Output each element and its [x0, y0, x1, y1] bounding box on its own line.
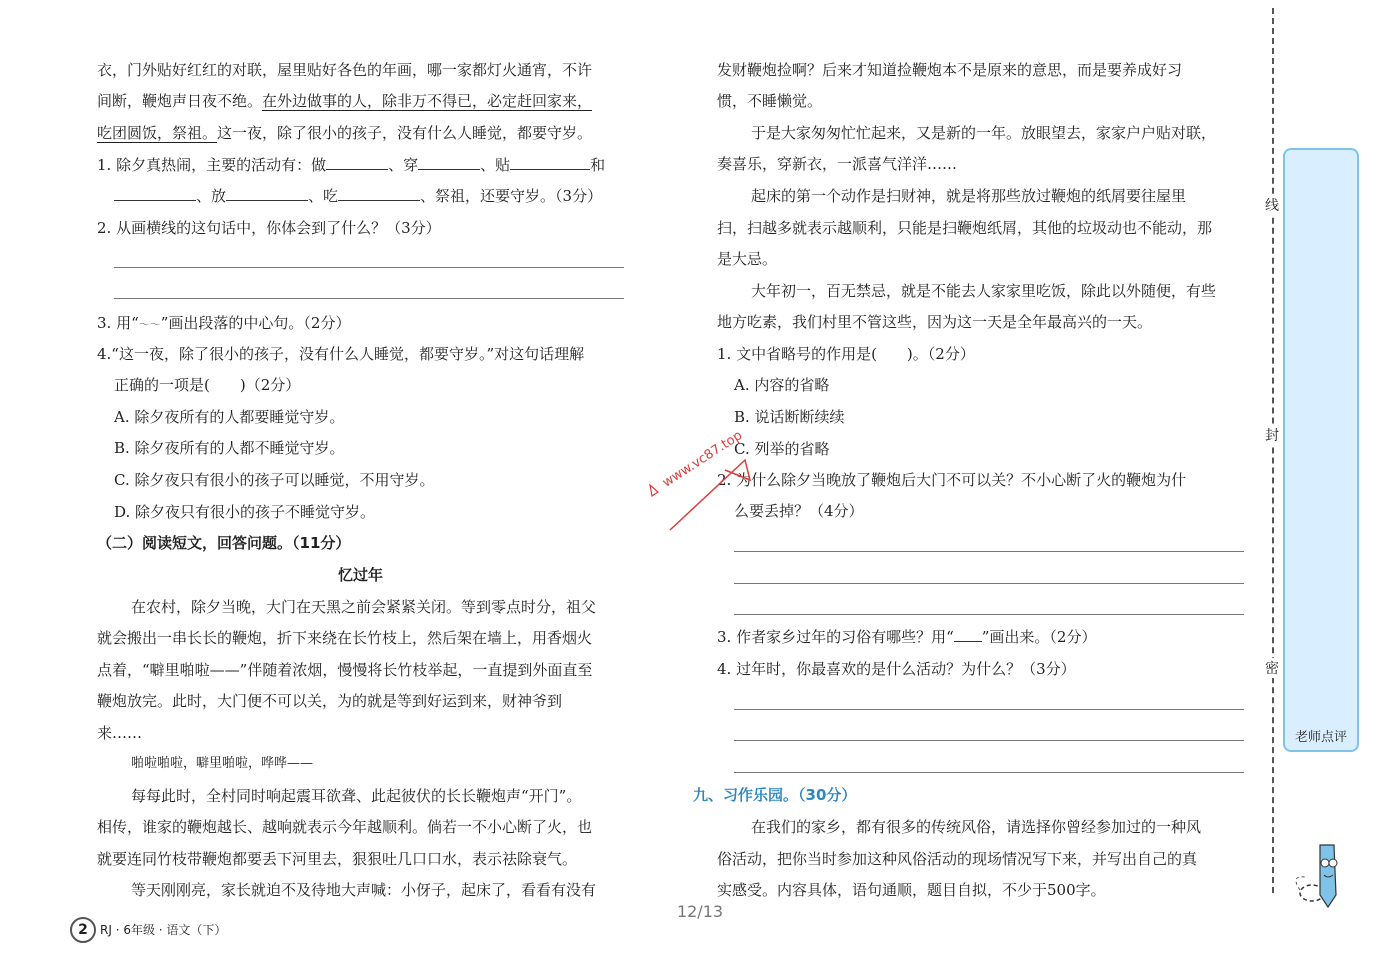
underlined-sentence: 在外边做事的人，除非万不得已，必定赶回家来，	[262, 92, 593, 110]
r-question-2-cont: 么要丢掉？（4分）	[734, 502, 864, 520]
answer-line[interactable]	[734, 740, 1244, 741]
story-line: 扫，扫越多就表示越顺利，只能是扫鞭炮纸屑，其他的垃圾动也不能动，那	[717, 219, 1213, 237]
story-line: 啪啦啪啦，噼里啪啦，哗哗——	[131, 756, 314, 771]
q1-text: 、贴	[480, 156, 511, 174]
option-c[interactable]: C. 列举的省略	[734, 440, 830, 458]
book-label: RJ · 6年级 · 语文（下）	[100, 923, 227, 937]
story-line: 是大忌。	[717, 250, 778, 268]
passage-line: 衣，门外贴好红红的对联，屋里贴好各色的年画，哪一家都灯火通宵，不许	[97, 61, 593, 79]
story-line: 每每此时，全村同时响起震耳欲聋、此起彼伏的长长鞭炮声“开门”。	[131, 787, 582, 805]
q1-text: 、吃	[308, 187, 339, 205]
question-1	[97, 155, 605, 175]
option-c[interactable]: C. 除夕夜只有很小的孩子可以睡觉，不用守岁。	[114, 471, 435, 489]
section-9-heading: 九、习作乐园。（30分）	[693, 786, 857, 804]
teacher-comment-panel[interactable]	[1283, 148, 1359, 752]
q1-text: 、放	[196, 187, 227, 205]
story-line: 大年初一，百无禁忌，就是不能去人家家里吃饭，除此以外随便，有些	[751, 282, 1217, 300]
underlined-sentence-end: 吃团圆饭，祭祖。	[97, 124, 218, 142]
r-question-3	[717, 627, 1096, 647]
pen-mascot-icon	[1290, 835, 1360, 910]
answer-line[interactable]	[114, 267, 624, 268]
story-line: 鞭炮放完。此时，大门便不可以关，为的就是等到好运到来，财神爷到	[97, 692, 563, 710]
answer-line[interactable]	[734, 772, 1244, 773]
q3-text: 3. 用“	[97, 314, 139, 332]
answer-line[interactable]	[734, 551, 1244, 552]
option-b[interactable]: B. 除夕夜所有的人都不睡觉守岁。	[114, 439, 345, 457]
q3-text: ”画出来。（2分）	[981, 628, 1097, 646]
question-4: 4.“这一夜，除了很小的孩子，没有什么人睡觉，都要守岁。”对这句话理解	[97, 345, 585, 363]
story-line: 就要连同竹枝带鞭炮都要丢下河里去，狠狠吐几口口水，表示祛除衰气。	[97, 850, 578, 868]
question-2: 2. 从画横线的这句话中，你体会到了什么？（3分）	[97, 219, 441, 237]
passage-line	[97, 91, 592, 111]
answer-blank[interactable]	[418, 155, 480, 170]
answer-blank[interactable]	[226, 186, 308, 201]
story-line: 就会搬出一串长长的鞭炮，折下来绕在长竹枝上，然后架在墙上，用香烟火	[97, 629, 593, 647]
q1-text: 、穿	[388, 156, 419, 174]
option-a[interactable]: A. 内容的省略	[734, 376, 830, 394]
q1-text: 、祭祖，还要守岁。（3分）	[420, 187, 603, 205]
answer-blank[interactable]	[114, 186, 196, 201]
underline-mark	[954, 627, 982, 642]
story-line: 等天刚刚亮，家长就迫不及待地大声喊：小伢子，起床了，看看有没有	[131, 881, 597, 899]
question-1-cont	[114, 186, 602, 206]
page-indicator: 12/13	[676, 902, 724, 921]
story-line: 发财鞭炮捡啊？后来才知道捡鞭炮本不是原来的意思，而是要养成好习	[717, 61, 1183, 79]
r-question-4: 4. 过年时，你最喜欢的是什么活动？为什么？（3分）	[717, 660, 1076, 678]
part2-heading: （二）阅读短文，回答问题。（11分）	[97, 534, 351, 552]
story-title: 忆过年	[338, 566, 384, 584]
binding-char-secret: 密	[1262, 658, 1282, 678]
q3-text: ”画出段落的中心句。（2分）	[160, 314, 351, 332]
wavy-mark: ～～	[138, 318, 161, 331]
answer-line[interactable]	[734, 583, 1244, 584]
option-a[interactable]: A. 除夕夜所有的人都要睡觉守岁。	[114, 408, 345, 426]
q1-text: 1. 除夕真热闹，主要的活动有：做	[97, 156, 327, 174]
essay-line: 俗活动，把你当时参加这种风俗活动的现场情况写下来，并写出自己的真	[717, 850, 1198, 868]
passage-text: 间断，鞭炮声日夜不绝。	[97, 92, 263, 110]
option-b[interactable]: B. 说话断断续续	[734, 408, 845, 426]
answer-line[interactable]	[114, 298, 624, 299]
story-line: 相传，谁家的鞭炮越长、越响就表示今年越顺利。倘若一不小心断了火，也	[97, 818, 593, 836]
essay-line: 在我们的家乡，都有很多的传统风俗，请选择你曾经参加过的一种风	[751, 818, 1202, 836]
story-line: 在农村，除夕当晚，大门在天黑之前会紧紧关闭。等到零点时分，祖父	[131, 598, 597, 616]
q1-text: 和	[590, 156, 606, 174]
story-line: 点着，“噼里啪啦——”伴随着浓烟，慢慢将长竹枝举起，一直提到外面直至	[97, 661, 593, 679]
option-d[interactable]: D. 除夕夜只有很小的孩子不睡觉守岁。	[114, 503, 376, 521]
story-line: 来……	[97, 724, 143, 742]
answer-line[interactable]	[734, 709, 1244, 710]
teacher-comment-label: 老师点评	[1294, 730, 1347, 745]
watermark-text: www.vc87.top	[660, 428, 746, 491]
passage-text: 这一夜，除了很小的孩子，没有什么人睡觉，都要守岁。	[217, 124, 593, 142]
essay-line: 实感受。内容具体，语句通顺，题目自拟，不少于500字。	[717, 881, 1106, 899]
story-line: 地方吃素，我们村里不管这些，因为这一天是全年最高兴的一天。	[717, 313, 1153, 331]
story-line: 于是大家匆匆忙忙起来，又是新的一年。放眼望去，家家户户贴对联，	[751, 124, 1217, 142]
watermark-arrow	[640, 440, 760, 550]
question-4-cont: 正确的一项是( )（2分）	[114, 376, 301, 394]
page-number: 2	[70, 917, 96, 943]
r-question-1: 1. 文中省略号的作用是( )。（2分）	[717, 345, 975, 363]
story-line: 奏喜乐，穿新衣，一派喜气洋洋……	[717, 155, 958, 173]
q3-text: 3. 作者家乡过年的习俗有哪些？用“	[717, 628, 954, 646]
question-3	[97, 313, 350, 335]
answer-blank[interactable]	[326, 155, 388, 170]
answer-blank[interactable]	[338, 186, 420, 201]
answer-blank[interactable]	[510, 155, 590, 170]
binding-char-line: 线	[1262, 195, 1282, 215]
passage-line	[97, 123, 592, 143]
r-question-2: 2. 为什么除夕当晚放了鞭炮后大门不可以关？不小心断了火的鞭炮为什	[717, 471, 1187, 489]
story-line: 起床的第一个动作是扫财神，就是将那些放过鞭炮的纸屑要往屋里	[751, 187, 1187, 205]
answer-line[interactable]	[734, 614, 1244, 615]
story-line: 惯，不睡懒觉。	[717, 92, 823, 110]
binding-dashed-line	[1272, 8, 1274, 893]
binding-char-seal: 封	[1262, 425, 1282, 445]
